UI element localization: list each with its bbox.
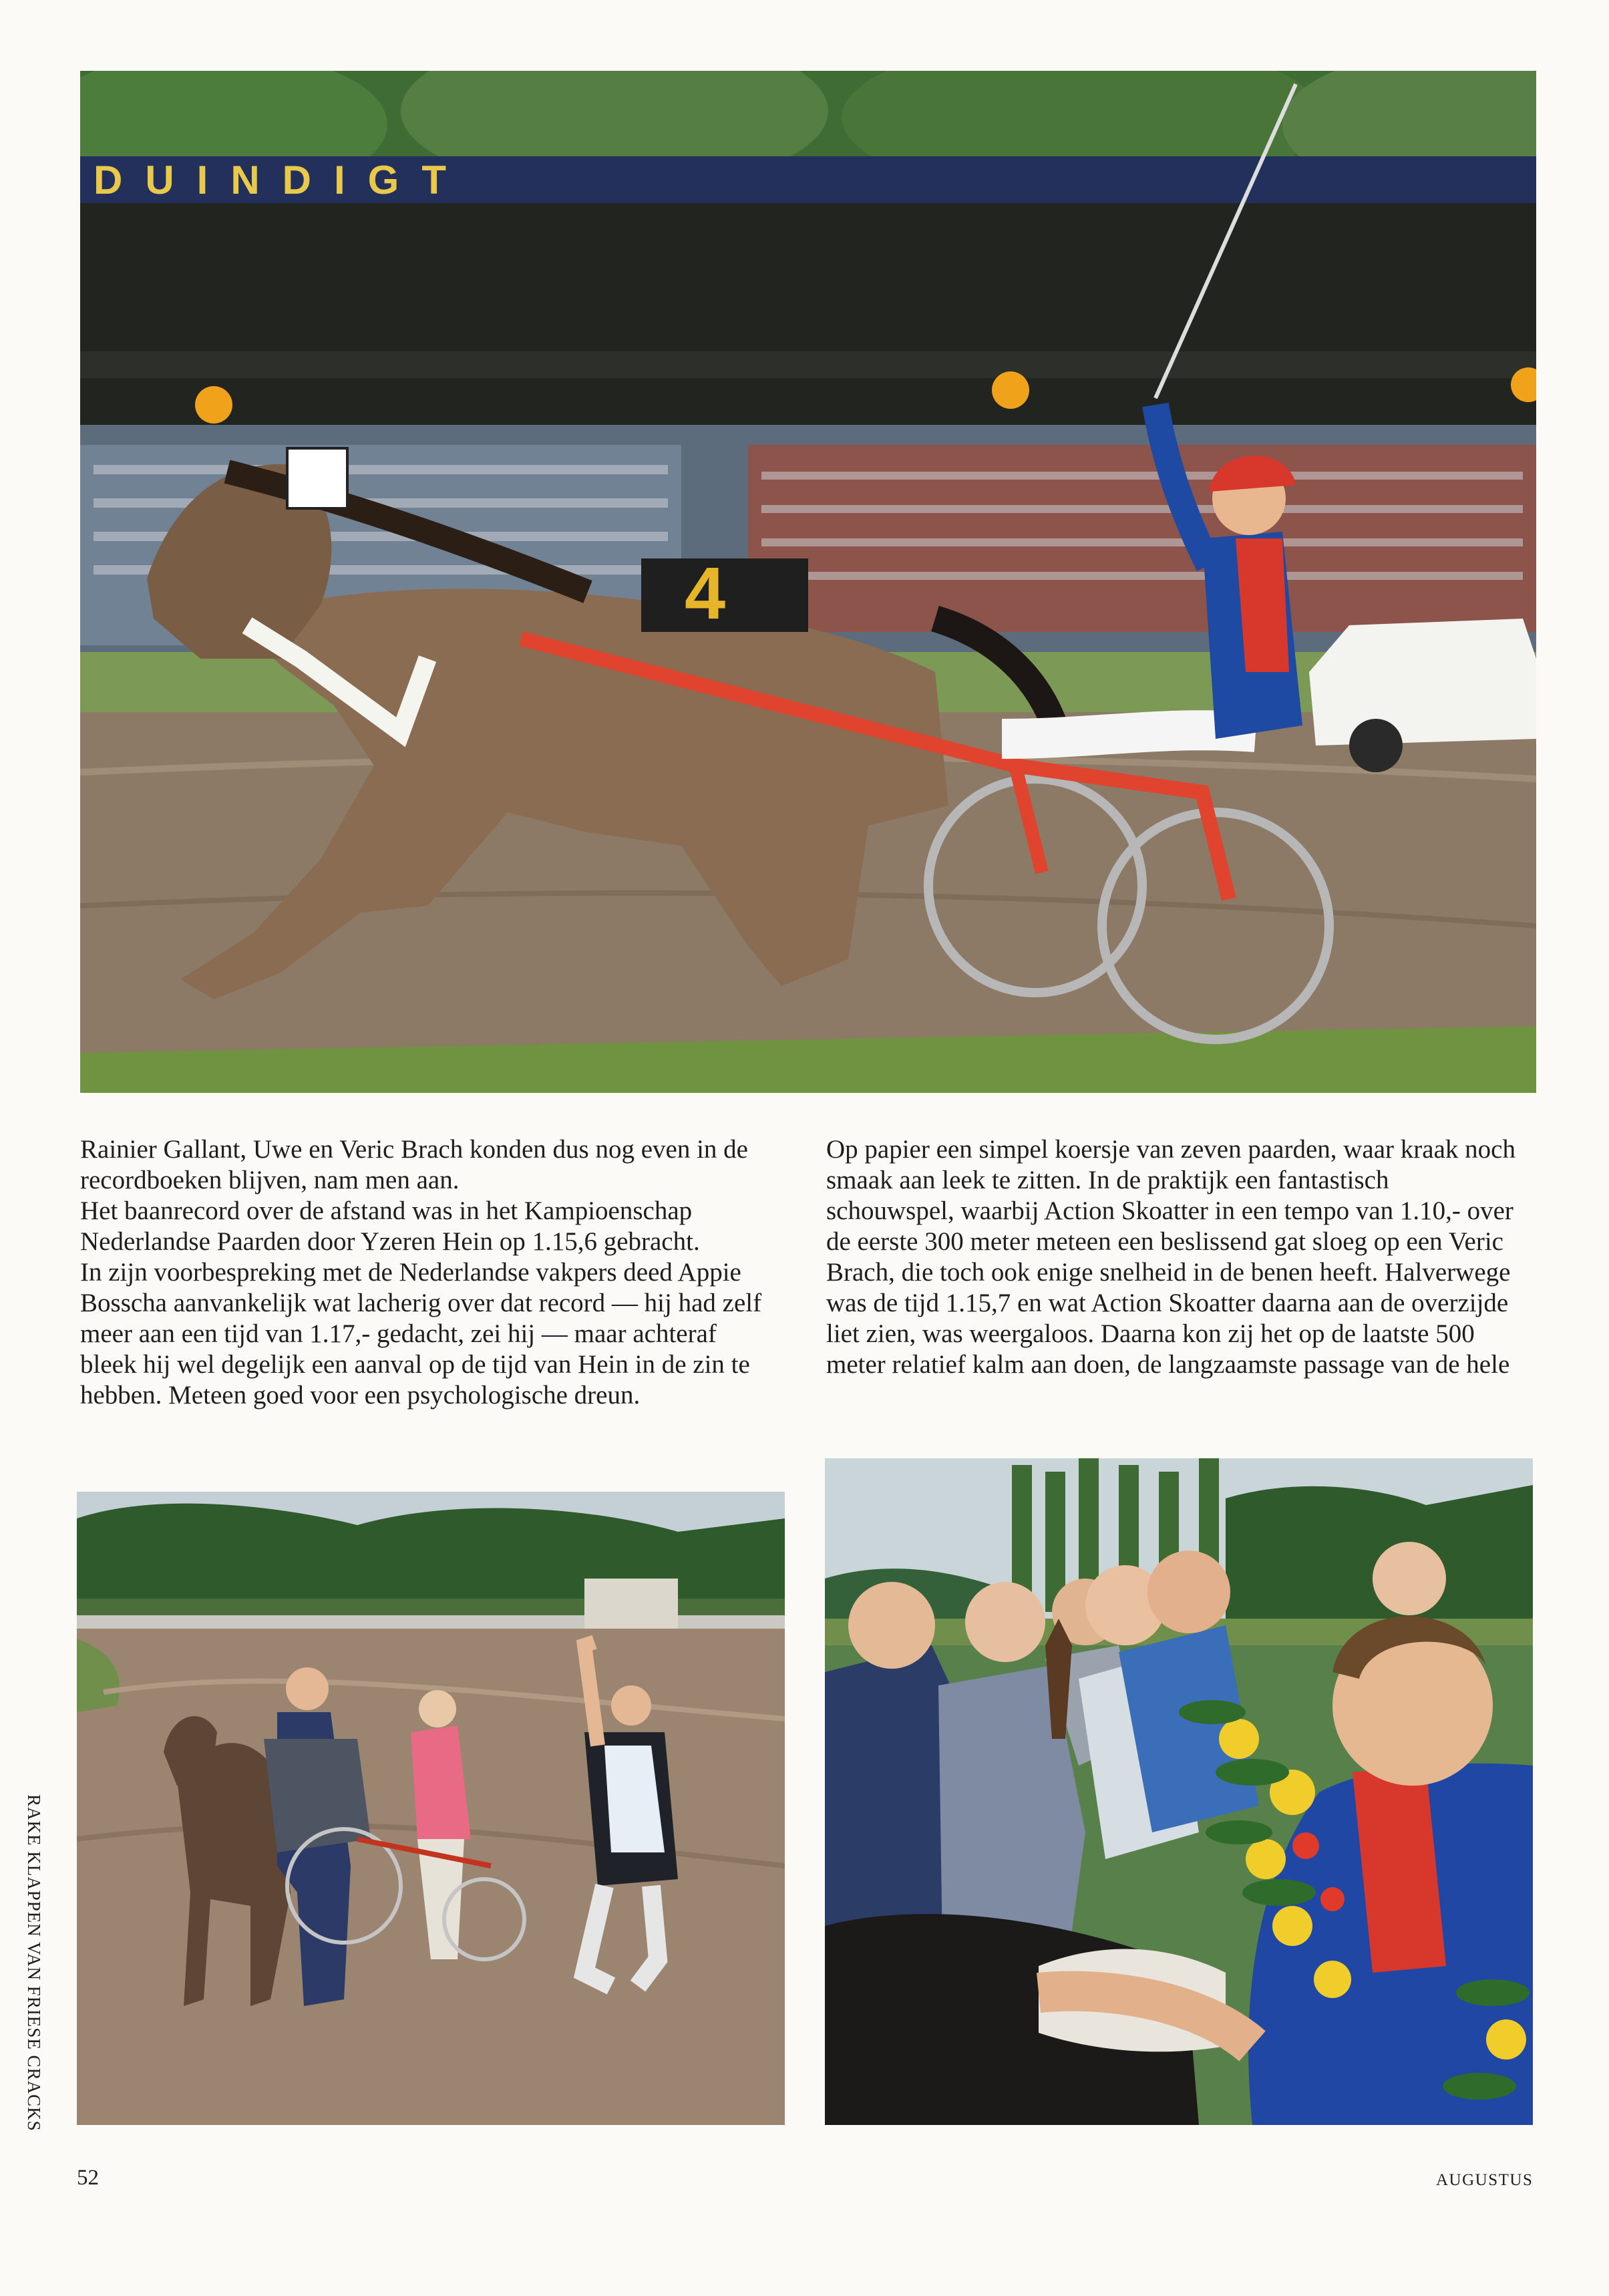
grandstand-sign: DUINDIGT — [94, 158, 469, 202]
issue-month: AUGUSTUS — [1436, 2171, 1534, 2189]
trophy-presentation-photo — [825, 1458, 1533, 2125]
celebration-track-photo — [77, 1492, 785, 2125]
article-paragraph: In zijn voorbespreking met de Nederlandse vakpers deed Appie Bosscha aanvankelijk wat lacherig over dat record — hij had zelf meer aan een tijd van 1.17,- gedacht, zei hij — maar achteraf bleek hij wel degelijk een aanval op de tijd van Hein in de zin te hebben. Meteen goed voor een psychologische dreun. — [80, 1258, 762, 1410]
main-race-photo — [80, 71, 1536, 1093]
article-column-left — [80, 1134, 775, 1448]
article-paragraph: Rainier Gallant, Uwe en Veric Brach konden dus nog even in de recordboeken blijven, nam men aan. — [80, 1135, 748, 1194]
saddle-cloth-number: 4 — [685, 552, 726, 635]
article-paragraph: Op papier een simpel koersje van zeven paarden, waar kraak noch smaak aan leek te zitten. In de praktijk een fantastisch schouwspel, waarbij Action Skoatter in een tempo van 1.10,- over de eerste 300 meter meteen een beslissend gat sloeg op een Veric Brach, die toch ook enige snelheid in de benen heeft. Halverwege was de tijd 1.15,7 en wat Action Skoatter daarna aan de overzijde liet zien, was weergaloos. Daarna kon zij het op de laatste 500 meter relatief kalm aan doen, de langzaamste passage van de hele — [826, 1135, 1515, 1379]
article-column-right — [826, 1134, 1521, 1448]
page-number: 52 — [77, 2166, 99, 2190]
running-section-title: RAKE KLAPPEN VAN FRIESE CRACKS — [24, 1794, 44, 2132]
article-paragraph: Het baanrecord over de afstand was in het Kampioenschap Nederlandse Paarden door Yzeren Hein op 1.15,6 gebracht. — [80, 1196, 700, 1256]
